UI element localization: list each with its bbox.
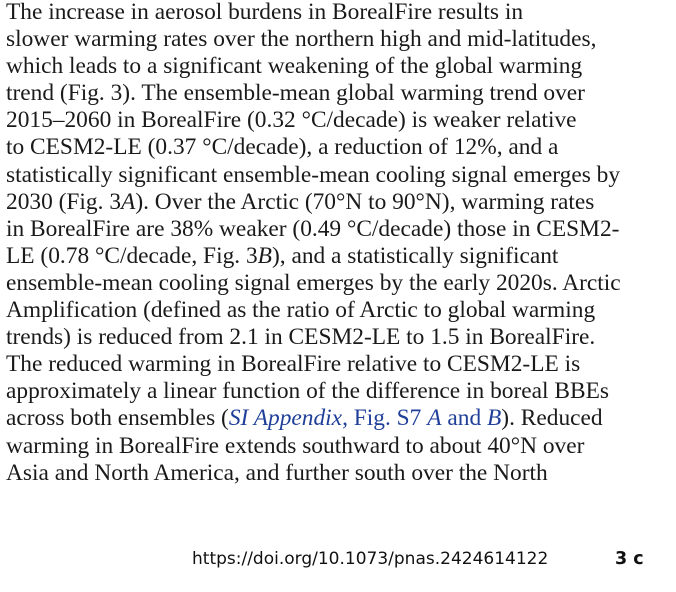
text-line (6, 297, 676, 324)
page-footer (0, 546, 644, 572)
text-line (6, 189, 676, 216)
text-line (6, 405, 676, 432)
text-line (6, 107, 676, 134)
figure-panel-ref: B (257, 242, 272, 269)
line-text: warming in BorealFire extends southward to about 40°N over (6, 432, 585, 459)
line-text: slower warming rates over the northern high and mid-latitudes, (6, 26, 597, 53)
text-line (6, 433, 676, 460)
text-line (6, 270, 676, 297)
line-text: LE (0.78 °C/decade, Fig. 3 (6, 242, 258, 269)
figure-s7-panel-a-link[interactable]: A (427, 405, 442, 432)
line-text: ). Reduced (501, 405, 603, 432)
line-text: ), and a statistically significant (271, 242, 559, 269)
text-line (6, 351, 676, 378)
doi-link[interactable]: https://doi.org/10.1073/pnas.2424614122 (192, 549, 549, 569)
line-text: to CESM2-LE (0.37 °C/decade), a reduction of 12%, and a (6, 134, 559, 161)
line-text: ensemble-mean cooling signal emerges by the early 2020s. Arctic (6, 269, 621, 296)
line-text: The increase in aerosol burdens in BorealFire results in (6, 0, 524, 25)
figure-s7-panel-b-link[interactable]: B (486, 405, 502, 432)
line-text: Amplification (defined as the ratio of Arctic to global warming (6, 297, 596, 324)
text-line (6, 324, 676, 351)
text-line (6, 26, 676, 53)
figure-link-and[interactable]: and (441, 405, 487, 432)
text-line (6, 134, 676, 161)
line-text: 2030 (Fig. 3 (6, 188, 122, 215)
text-line (6, 243, 676, 270)
figure-panel-ref: A (121, 188, 136, 215)
line-text: trend (Fig. 3). The ensemble-mean global warming trend over (6, 80, 585, 107)
line-text: 2015–2060 in BorealFire (0.32 °C/decade) is weaker relative (6, 107, 577, 134)
line-text: trends) is reduced from 2.1 in CESM2-LE to 1.5 in BorealFire. (6, 324, 596, 351)
body-paragraph (6, 0, 676, 487)
line-text: approximately a linear function of the difference in boreal BBEs (6, 378, 609, 405)
text-line (6, 53, 676, 80)
text-line (6, 162, 676, 189)
si-appendix-link[interactable]: SI Appendix (228, 405, 343, 432)
line-text: across both ensembles ( (6, 405, 229, 432)
text-line (6, 80, 676, 107)
line-text: Asia and North America, and further south over the North (6, 459, 548, 486)
line-text: statistically significant ensemble-mean cooling signal emerges by (6, 161, 621, 188)
text-line (6, 0, 676, 26)
text-line (6, 216, 676, 243)
figure-s7-link[interactable]: , Fig. S7 (342, 405, 428, 432)
text-line (6, 460, 676, 487)
line-text: ). Over the Arctic (70°N to 90°N), warming rates (135, 188, 595, 215)
line-text: which leads to a significant weakening of the global warming (6, 53, 583, 80)
page-number: 3 c (615, 549, 644, 569)
text-line (6, 378, 676, 405)
line-text: The reduced warming in BorealFire relative to CESM2-LE is (6, 351, 581, 378)
line-text: in BorealFire are 38% weaker (0.49 °C/decade) those in CESM2- (6, 215, 620, 242)
